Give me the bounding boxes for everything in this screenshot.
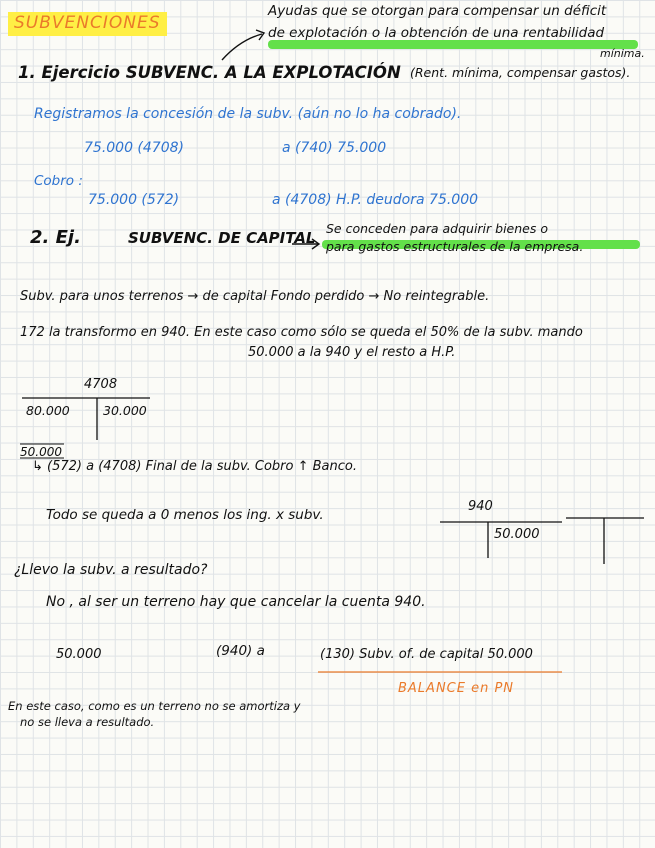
ex1-heading: 1. Ejercicio SUBVENC. A LA EXPLOTACIÓN [18, 63, 401, 82]
final-line1: En este caso, como es un terreno no se amortiza y [8, 699, 301, 713]
ex2-entry3-right: (130) Subv. of. de capital 50.000 [320, 647, 533, 662]
header-arrow-head [256, 30, 264, 40]
ex1-intro: Registramos la concesión de la subv. (aún no lo ha cobrado). [34, 106, 462, 122]
final-line2: no se lleva a resultado. [20, 715, 155, 729]
ex2-final-line: ↳ (572) a (4708) Final de la subv. Cobro ↑ Banco. [32, 459, 357, 474]
ex1-entry1-right: a (740) 75.000 [282, 140, 387, 156]
ex2-note-line2: para gastos estructurales de la empresa. [326, 239, 584, 254]
ex2-line1: Subv. para unos terrenos → de capital Fondo perdido → No reintegrable. [20, 289, 490, 304]
ex1-heading-note: (Rent. mínima, compensar gastos). [410, 65, 631, 80]
ex2-entry3-left: 50.000 [56, 647, 102, 662]
ex2-heading-num: 2. Ej. [30, 227, 81, 248]
t4708-title: 4708 [84, 377, 118, 392]
header-note-line2: de explotación o la obtención de una rentabilidad [268, 25, 605, 41]
ex1-entry1-left: 75.000 (4708) [84, 140, 184, 156]
header-note-line1: Ayudas que se otorgan para compensar un déficit [268, 3, 607, 19]
ex1-cobro-label: Cobro : [34, 173, 83, 189]
header-arrow-line [222, 34, 262, 60]
t4708-credit: 30.000 [103, 403, 147, 418]
ex2-note-line1: Se conceden para adquirir bienes o [326, 221, 548, 236]
ex2-answer: No , al ser un terreno hay que cancelar la cuenta 940. [46, 594, 426, 610]
t940-title: 940 [468, 499, 493, 514]
ex2-question: ¿Llevo la subv. a resultado? [14, 562, 208, 578]
header-note-line3: mínima. [600, 47, 645, 60]
ex2-heading: SUBVENC. DE CAPITAL [128, 229, 316, 247]
t940-credit: 50.000 [494, 527, 540, 542]
ex2-line2: 172 la transformo en 940. En este caso como sólo se queda el 50% de la subv. mando [20, 325, 583, 340]
page-title: SUBVENCIONES [8, 12, 167, 36]
ex2-line3: 50.000 a la 940 y el resto a H.P. [248, 345, 456, 360]
t4708-balance: 50.000 [20, 445, 62, 459]
ex1-entry2-right: a (4708) H.P. deudora 75.000 [272, 192, 479, 208]
balance-note: BALANCE en PN [398, 681, 515, 696]
ex2-todo-line: Todo se queda a 0 menos los ing. x subv. [46, 507, 324, 523]
ex2-entry3-mid: (940) a [216, 643, 265, 659]
ex1-entry2-left: 75.000 (572) [88, 192, 180, 208]
t4708-debit: 80.000 [26, 403, 70, 418]
